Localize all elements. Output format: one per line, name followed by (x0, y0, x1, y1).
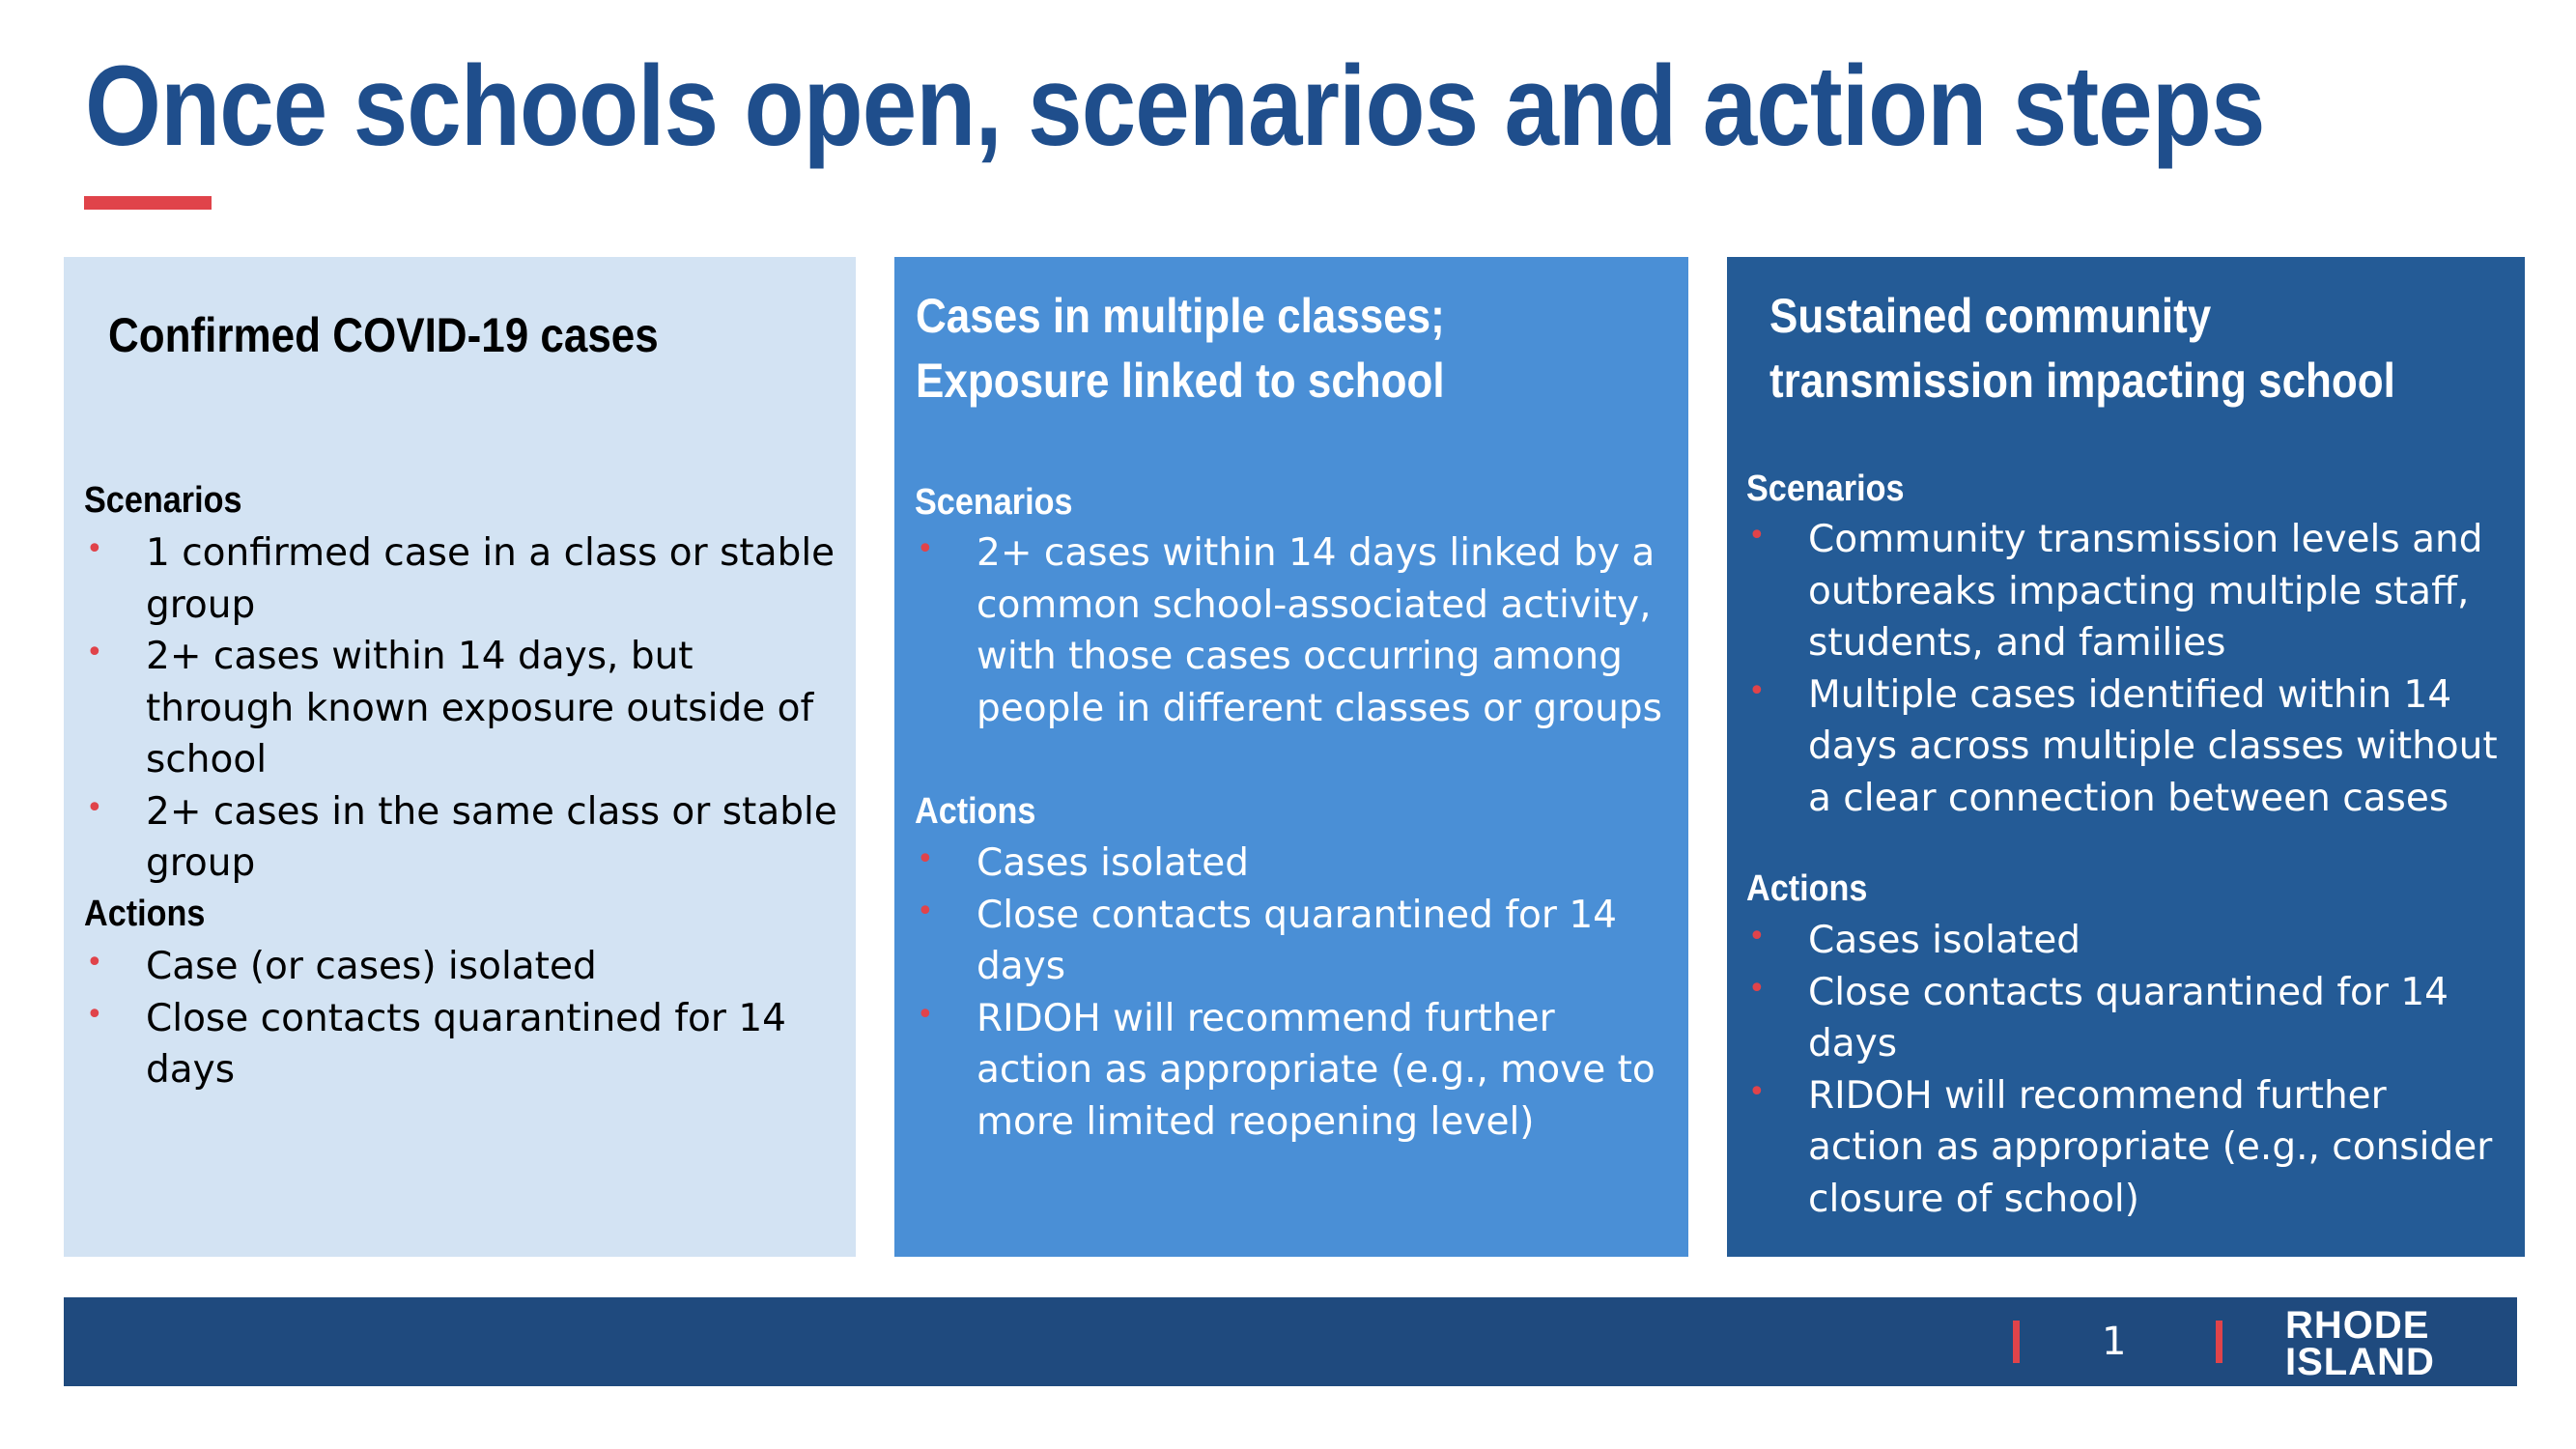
scenarios-label: Scenarios (915, 482, 1073, 523)
actions-list (1748, 915, 2511, 1225)
list-item: • Case (or cases) isolated (86, 941, 849, 993)
logo-line: ISLAND (2285, 1341, 2435, 1383)
list-item: • Multiple cases identified within 14 days across multiple classes without a clear connection between cases (1748, 669, 2511, 825)
list-item: • Close contacts quarantined for 14 days (86, 993, 849, 1096)
actions-label: Actions (1746, 868, 1868, 909)
panel-multiple-classes (894, 257, 1688, 1257)
footer-divider (2216, 1321, 2222, 1363)
list-item: • Community transmission levels and outbreaks impacting multiple staff, students, and families (1748, 514, 2511, 669)
rhode-island-logo (2285, 1304, 2435, 1383)
actions-label: Actions (84, 894, 206, 934)
list-item: • 2+ cases within 14 days, but through known exposure outside of school (86, 631, 849, 786)
list-item: • Close contacts quarantined for 14 days (917, 890, 1670, 993)
list-item: • Close contacts quarantined for 14 days (1748, 967, 2511, 1070)
list-item: • Cases isolated (917, 838, 1670, 890)
scenarios-list (86, 527, 849, 890)
panel-heading: Sustained community transmission impacting school (1769, 289, 2395, 408)
list-item: • 2+ cases in the same class or stable group (86, 786, 849, 890)
list-item: • 2+ cases within 14 days linked by a common school-associated activity, with those cases occurring among people in different classes or groups (917, 527, 1670, 734)
footer-bar (64, 1297, 2517, 1386)
scenarios-label: Scenarios (84, 480, 242, 521)
panel-community-transmission (1727, 257, 2525, 1257)
scenarios-label: Scenarios (1746, 469, 1905, 509)
title-accent-bar (84, 196, 212, 210)
actions-label: Actions (915, 791, 1036, 832)
slide-title: Once schools open, scenarios and action steps (85, 43, 2265, 170)
panel-heading: Confirmed COVID-19 cases (108, 308, 659, 362)
list-item: • RIDOH will recommend further action as appropriate (e.g., move to more limited reopening level) (917, 993, 1670, 1149)
scenarios-list (1748, 514, 2511, 824)
panel-confirmed-cases (64, 257, 856, 1257)
list-item: • RIDOH will recommend further action as appropriate (e.g., consider closure of school) (1748, 1070, 2511, 1226)
logo-line: RHODE (2285, 1304, 2430, 1347)
page-number: 1 (2102, 1320, 2127, 1364)
footer-divider (2013, 1321, 2020, 1363)
actions-list (917, 838, 1670, 1148)
scenarios-list (917, 527, 1670, 734)
actions-list (86, 941, 849, 1096)
list-item: • Cases isolated (1748, 915, 2511, 967)
panel-heading: Cases in multiple classes; Exposure linked to school (916, 289, 1445, 408)
list-item: • 1 confirmed case in a class or stable group (86, 527, 849, 631)
